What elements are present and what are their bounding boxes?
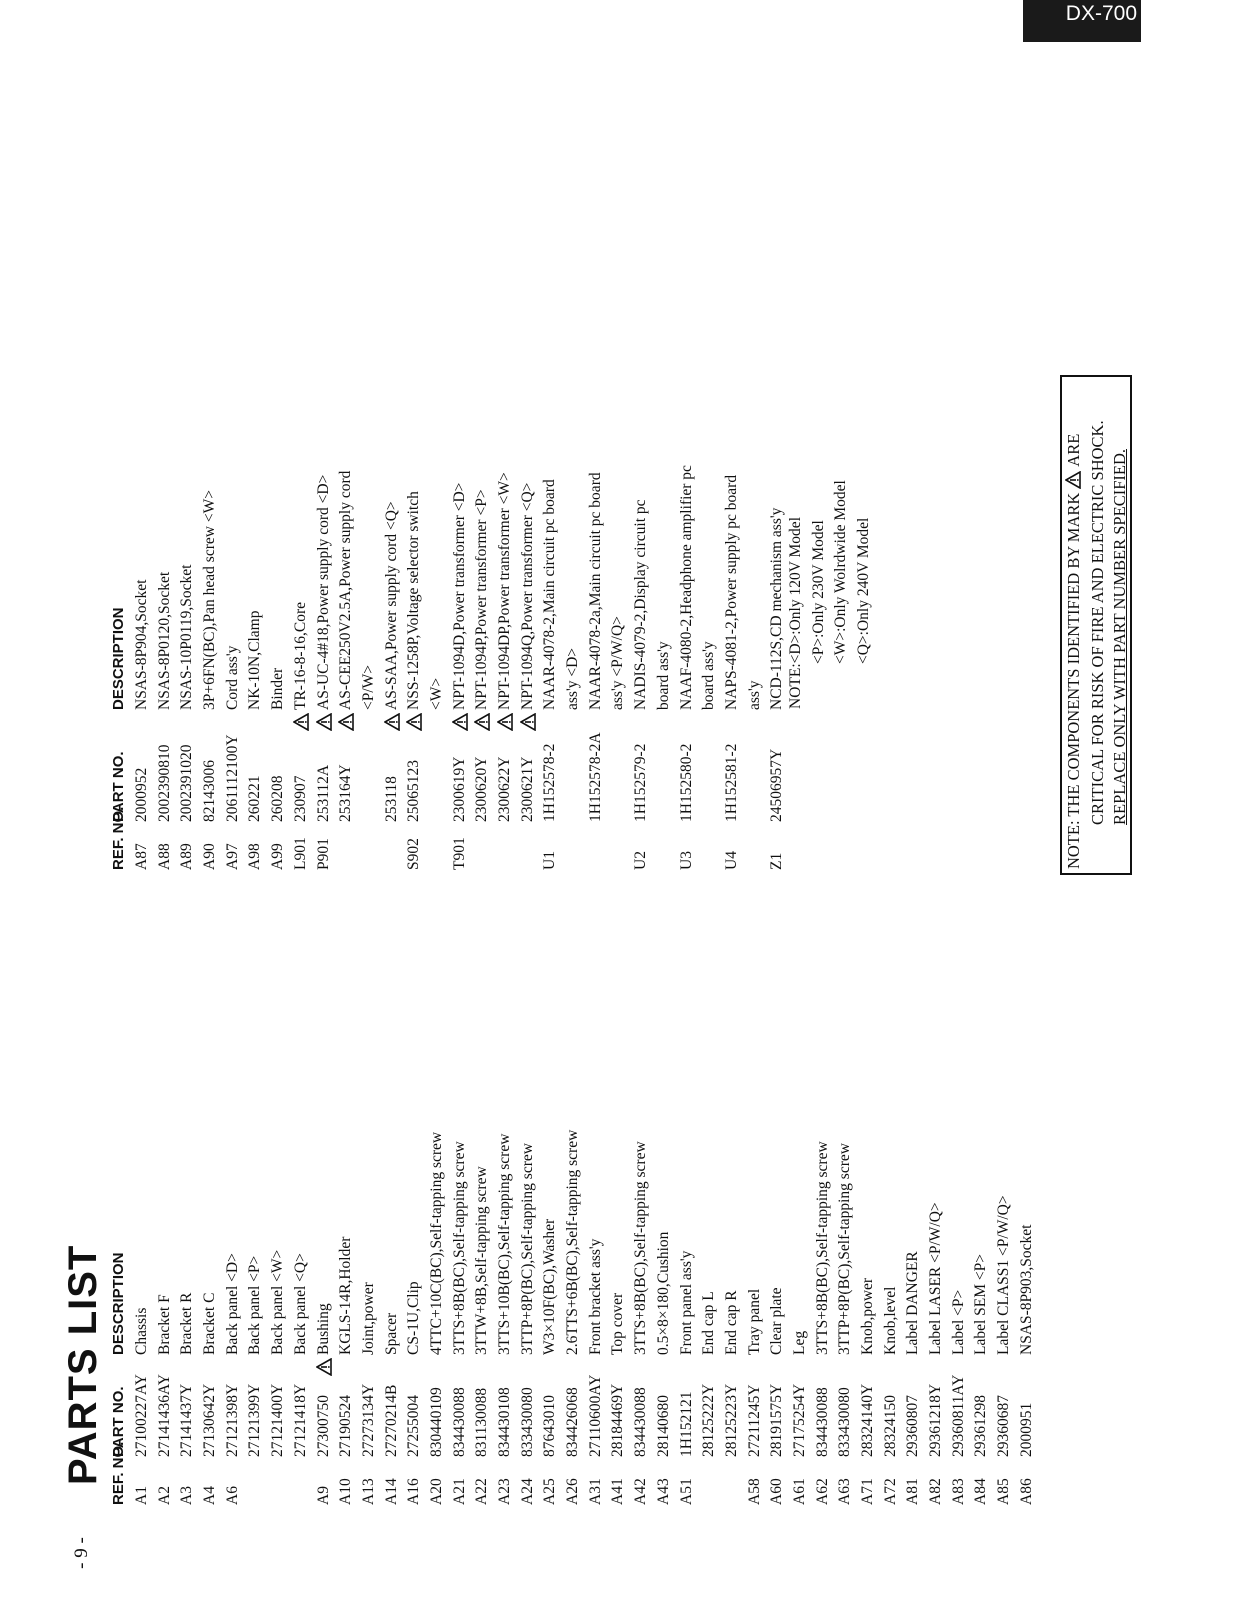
ref-no-cell: A98 [246, 843, 264, 870]
part-no-cell: 25065123 [405, 760, 423, 822]
part-no-cell: 27121400Y [269, 1383, 287, 1457]
part-no-cell: 834430088 [450, 1387, 468, 1457]
part-no-cell: 27121398Y [223, 1383, 241, 1457]
part-no-cell: 2300622Y [496, 756, 513, 822]
ref-no-cell: A6 [223, 1486, 241, 1505]
ref-no-cell: A81 [904, 1478, 922, 1505]
description-cell: Top cover [609, 1292, 627, 1355]
description-cell: ass'y <P/W/Q> [609, 616, 627, 710]
ref-no-cell: L901 [291, 837, 309, 870]
ref-no-cell: A43 [654, 1478, 672, 1505]
description-cell: AS-SAA,Power supply cord <Q> [382, 501, 400, 710]
description-cell: Bushing [314, 1303, 332, 1355]
description-cell: End cap L [700, 1291, 718, 1355]
description-cell: Bracket F [155, 1294, 173, 1355]
part-no-cell: 29361218Y [927, 1383, 945, 1457]
ref-no-cell: U1 [541, 851, 559, 870]
description-cell: NPT-1094D,Power transformer <D> [450, 482, 468, 710]
warning-triangle-icon [406, 713, 422, 731]
page-number-text: - 9 - [71, 1537, 92, 1569]
part-no-cell: 27141436AY [155, 1374, 173, 1457]
part-no-cell: 260221 [246, 775, 264, 822]
description-cell: Front panel ass'y [677, 1250, 695, 1355]
description-cell: NSS-1258P,Voltage selector switch [405, 491, 423, 710]
ref-no-cell: U4 [722, 851, 740, 870]
description-cell: TR-16-8-16,Core [291, 601, 309, 710]
ref-no-cell: A4 [201, 1486, 219, 1505]
ref-no-cell: A42 [632, 1478, 650, 1505]
description-cell: <W> [427, 677, 445, 710]
ref-no-cell: A83 [949, 1478, 967, 1505]
ref-no-cell: A97 [223, 843, 241, 870]
part-no-cell: 28191575Y [768, 1383, 786, 1457]
ref-no-cell: A85 [995, 1478, 1013, 1505]
ref-no-cell: A1 [133, 1486, 150, 1505]
description-cell: NAAF-4080-2,Headphone amplifier pc [677, 465, 695, 710]
description-cell: 3TTS+8B(BC),Self-tapping screw [632, 1141, 650, 1355]
ref-no-cell: A82 [927, 1478, 945, 1505]
part-no-cell: 27130642Y [201, 1383, 219, 1457]
description-cell: board ass'y [654, 641, 672, 710]
ref-no-cell: A9 [314, 1486, 332, 1505]
warning-text: NOTE: THE COMPONENTS IDENTIFIED BY MARK [1064, 492, 1083, 869]
description-cell: CS-1U,Clip [405, 1281, 423, 1355]
ref-no-cell: A16 [405, 1478, 423, 1505]
warning-text: REPLACE ONLY WITH PART NUMBER SPECIFIED. [1110, 449, 1129, 825]
ref-no-cell: A89 [178, 843, 196, 870]
ref-no-cell: A25 [541, 1478, 559, 1505]
warning-triangle-icon [316, 713, 332, 731]
note-line: <W>:Only Wolrdwide Model [832, 480, 850, 664]
ref-no-cell: A51 [677, 1478, 695, 1505]
description-cell: 3TTP+8P(BC),Self-tapping screw [836, 1143, 854, 1355]
ref-no-cell: A71 [859, 1478, 876, 1505]
description-cell: NPT-1094DP,Power transformer <W> [496, 472, 513, 710]
ref-no-cell: A14 [382, 1478, 400, 1505]
ref-no-cell: A62 [813, 1478, 831, 1505]
warning-triangle-icon [384, 713, 400, 731]
description-cell: Bracket R [178, 1292, 196, 1355]
note-line: <P>:Only 230V Model [809, 520, 827, 664]
part-no-cell: 87643010 [541, 1395, 559, 1457]
part-no-cell: 27190524 [337, 1395, 355, 1457]
part-no-cell: 27121418Y [291, 1383, 309, 1457]
part-no-cell: 1H152121 [677, 1391, 695, 1457]
ref-no-cell: A72 [881, 1478, 899, 1505]
ref-no-cell: U2 [632, 851, 650, 870]
description-cell: Back panel <D> [223, 1253, 241, 1355]
part-no-cell: 2300621Y [518, 756, 536, 822]
header-part: PART NO. [110, 751, 127, 822]
description-cell: ass'y <D> [564, 647, 582, 710]
part-no-cell: 834430108 [496, 1387, 513, 1457]
part-no-cell: 1H152581-2 [722, 743, 740, 822]
part-no-cell: 28125223Y [722, 1383, 740, 1457]
ref-no-cell: A10 [337, 1478, 355, 1505]
part-no-cell: 830440109 [427, 1387, 445, 1457]
part-no-cell: 27110600AY [586, 1374, 604, 1457]
description-cell: Spacer [382, 1312, 400, 1355]
ref-no-cell: A23 [496, 1478, 513, 1505]
rotated-page-content [60, 45, 1129, 1505]
description-cell: Label <P> [949, 1289, 967, 1355]
description-cell: 3TTS+8B(BC),Self-tapping screw [450, 1141, 468, 1355]
ref-no-cell: U3 [677, 851, 695, 870]
description-cell: NSAS-10P0119,Socket [178, 564, 196, 710]
description-cell: NAPS-4081-2,Power supply pc board [722, 474, 740, 710]
warning-line-1 [1063, 381, 1087, 869]
ref-no-cell: Z1 [768, 852, 786, 870]
ref-no-cell: A2 [155, 1486, 173, 1505]
description-cell: NAAR-4078-2a,Main circuit pc board [586, 472, 604, 710]
header-ref: REF. NO. [110, 806, 127, 870]
description-cell: Leg [790, 1330, 808, 1355]
description-cell: AS-UC-4#18,Power supply cord <D> [314, 474, 332, 710]
description-cell: Back panel <W> [269, 1249, 287, 1355]
warning-triangle-icon [1065, 471, 1087, 489]
part-no-cell: 1H152578-2A [586, 732, 604, 822]
description-cell: 3TTW+8B,Self-tapping screw [473, 1166, 491, 1355]
part-no-cell: 253118 [382, 776, 400, 822]
part-no-cell: 2061112100Y [223, 734, 241, 822]
ref-no-cell: A61 [790, 1478, 808, 1505]
warning-triangle-icon [293, 713, 309, 731]
description-cell: 3TTP+8P(BC),Self-tapping screw [518, 1143, 536, 1355]
header-desc: DESCRIPTION [110, 1252, 127, 1355]
ref-no-cell: A88 [155, 843, 173, 870]
description-cell: Clear plate [768, 1287, 786, 1355]
part-no-cell: 2002391020 [178, 744, 196, 822]
model-notes [785, 480, 876, 709]
part-no-cell: 27175254Y [790, 1383, 808, 1457]
warning-triangle-icon [474, 713, 490, 731]
page-number [62, 1538, 102, 1568]
part-no-cell: 27270214B [382, 1384, 400, 1457]
ref-no-cell: A24 [518, 1478, 536, 1505]
warning-line-3 [1109, 381, 1131, 869]
part-no-cell: 27100227AY [133, 1374, 150, 1457]
part-no-cell: 2300619Y [450, 756, 468, 822]
ref-no-cell: A63 [836, 1478, 854, 1505]
safety-warning-box [1060, 375, 1132, 875]
warning-text: ARE [1064, 433, 1083, 467]
description-cell: NK-10N,Clamp [246, 610, 264, 710]
description-cell: Knob,power [859, 1277, 876, 1355]
part-no-cell: 834430088 [813, 1387, 831, 1457]
ref-no-cell: A41 [609, 1478, 627, 1505]
part-no-cell: 24506957Y [768, 748, 786, 822]
ref-no-cell: S902 [405, 838, 423, 870]
ref-no-cell: A13 [359, 1478, 377, 1505]
part-no-cell: 833430080 [518, 1387, 536, 1457]
description-cell: 3P+6FN(BC),Pan head screw <W> [201, 490, 219, 710]
part-no-cell: 253112A [314, 764, 332, 822]
part-no-cell: 27141437Y [178, 1383, 196, 1457]
description-cell: <P/W> [359, 664, 377, 710]
ref-no-cell: A21 [450, 1478, 468, 1505]
part-no-cell: 2000952 [133, 767, 150, 822]
header-ref: REF. NO. [110, 1441, 127, 1505]
description-cell: NSAS-8P904,Socket [133, 579, 150, 710]
ref-no-cell: A84 [972, 1478, 990, 1505]
part-no-cell: 2002390810 [155, 744, 173, 822]
part-no-cell: 27121399Y [246, 1383, 264, 1457]
part-no-cell: 29360811AY [949, 1374, 967, 1457]
description-cell: Label SEM <P> [972, 1253, 990, 1355]
ref-no-cell: A86 [1017, 1478, 1035, 1505]
warning-triangle-icon [316, 1358, 332, 1376]
description-cell: 4TTC+10C(BC),Self-tapping screw [427, 1131, 445, 1355]
ref-no-cell: A87 [133, 843, 150, 870]
part-no-cell: 834426068 [564, 1387, 582, 1457]
part-no-cell: 27300750 [314, 1395, 332, 1457]
ref-no-cell: A31 [586, 1478, 604, 1505]
part-no-cell: 28324140Y [859, 1383, 876, 1457]
ref-no-cell: T901 [450, 837, 468, 870]
header-desc: DESCRIPTION [110, 607, 127, 710]
description-cell: ass'y [745, 680, 763, 710]
part-no-cell: 834430088 [632, 1387, 650, 1457]
description-cell: Back panel <P> [246, 1255, 264, 1355]
part-no-cell: 29361298 [972, 1395, 990, 1457]
ref-no-cell: A60 [768, 1478, 786, 1505]
description-cell: Binder [269, 667, 287, 710]
part-no-cell: 230907 [291, 775, 309, 822]
part-no-cell: 260208 [269, 775, 287, 822]
part-no-cell: 833430080 [836, 1387, 854, 1457]
warning-triangle-icon [520, 713, 536, 731]
part-no-cell: 1H152579-2 [632, 743, 650, 822]
ref-no-cell: A90 [201, 843, 219, 870]
description-cell: Label CLASS1 <P/W/Q> [995, 1195, 1013, 1355]
description-cell: 0.5×8×180,Cushion [654, 1231, 672, 1355]
description-cell: W3×10F(BC),Washer [541, 1218, 559, 1355]
part-no-cell: 27211245Y [745, 1384, 763, 1457]
description-cell: 3TTS+10B(BC),Self-tapping screw [496, 1133, 513, 1355]
ref-no-cell: A3 [178, 1486, 196, 1505]
description-cell: KGLS-14R,Holder [337, 1236, 355, 1355]
description-cell: Front bracket ass'y [586, 1238, 604, 1355]
note-line: <Q>:Only 240V Model [855, 517, 873, 664]
description-cell: AS-CEE250V2.5A,Power supply cord [337, 470, 355, 710]
part-no-cell: 831130088 [473, 1387, 491, 1457]
part-no-cell: 29360807 [904, 1395, 922, 1457]
description-cell: 2.6TTS+6B(BC),Self-tapping screw [564, 1129, 582, 1355]
part-no-cell: 28140680 [654, 1395, 672, 1457]
description-cell: NPT-1094P,Power transformer <P> [473, 489, 491, 710]
part-no-cell: 28125222Y [700, 1383, 718, 1457]
description-cell: 3TTS+8B(BC),Self-tapping screw [813, 1141, 831, 1355]
part-no-cell: 29360687 [995, 1395, 1013, 1457]
description-cell: NADIS-4079-2,Display circuit pc [632, 499, 650, 710]
description-cell: Label LASER <P/W/Q> [927, 1202, 945, 1355]
description-cell: Joint,power [359, 1282, 377, 1355]
part-no-cell: 2000951 [1017, 1402, 1035, 1457]
description-cell: Bracket C [201, 1292, 219, 1355]
ref-no-cell: A20 [427, 1478, 445, 1505]
part-no-cell: 28324150 [881, 1395, 899, 1457]
part-no-cell: 253164Y [337, 764, 355, 822]
model-badge: DX-700 [1023, 0, 1141, 42]
description-cell: Cord ass'y [223, 645, 241, 710]
description-cell: Back panel <Q> [291, 1253, 309, 1355]
description-cell: Tray panel [745, 1288, 763, 1355]
part-no-cell: 27273134Y [359, 1383, 377, 1457]
description-cell: board ass'y [700, 641, 718, 710]
header-part: PART NO. [110, 1386, 127, 1457]
warning-triangle-icon [497, 713, 513, 731]
description-cell: NSAS-8P0120,Socket [155, 571, 173, 710]
page-title: PARTS LIST [61, 1244, 105, 1485]
ref-no-cell: P901 [314, 838, 332, 870]
ref-no-cell: A58 [745, 1478, 763, 1505]
description-cell: End cap R [722, 1290, 740, 1355]
warning-triangle-icon [452, 713, 468, 731]
part-no-cell: 1H152578-2 [541, 743, 559, 822]
description-cell: NCD-112S,CD mechanism ass'y [768, 507, 786, 710]
description-cell: NPT-1094Q,Power transformer <Q> [518, 482, 536, 710]
warning-line-2: CRITICAL FOR RISK OF FIRE AND ELECTRIC SHOCK. [1088, 420, 1107, 825]
description-cell: Label DANGER [904, 1251, 922, 1355]
ref-no-cell: A26 [564, 1478, 582, 1505]
description-cell: Knob,level [881, 1286, 899, 1355]
description-cell: Chassis [133, 1307, 150, 1355]
ref-no-cell: A99 [269, 843, 287, 870]
warning-triangle-icon [338, 713, 354, 731]
part-no-cell: 1H152580-2 [677, 743, 695, 822]
part-no-cell: 28184469Y [609, 1383, 627, 1457]
description-cell: NSAS-8P903,Socket [1017, 1224, 1035, 1355]
description-cell: NAAR-4078-2,Main circuit pc board [541, 479, 559, 710]
note-line: NOTE:<D>:Only 120V Model [787, 517, 804, 709]
part-no-cell: 27255004 [405, 1395, 423, 1457]
part-no-cell: 82143006 [201, 760, 219, 822]
part-no-cell: 2300620Y [473, 756, 491, 822]
ref-no-cell: A22 [473, 1478, 491, 1505]
